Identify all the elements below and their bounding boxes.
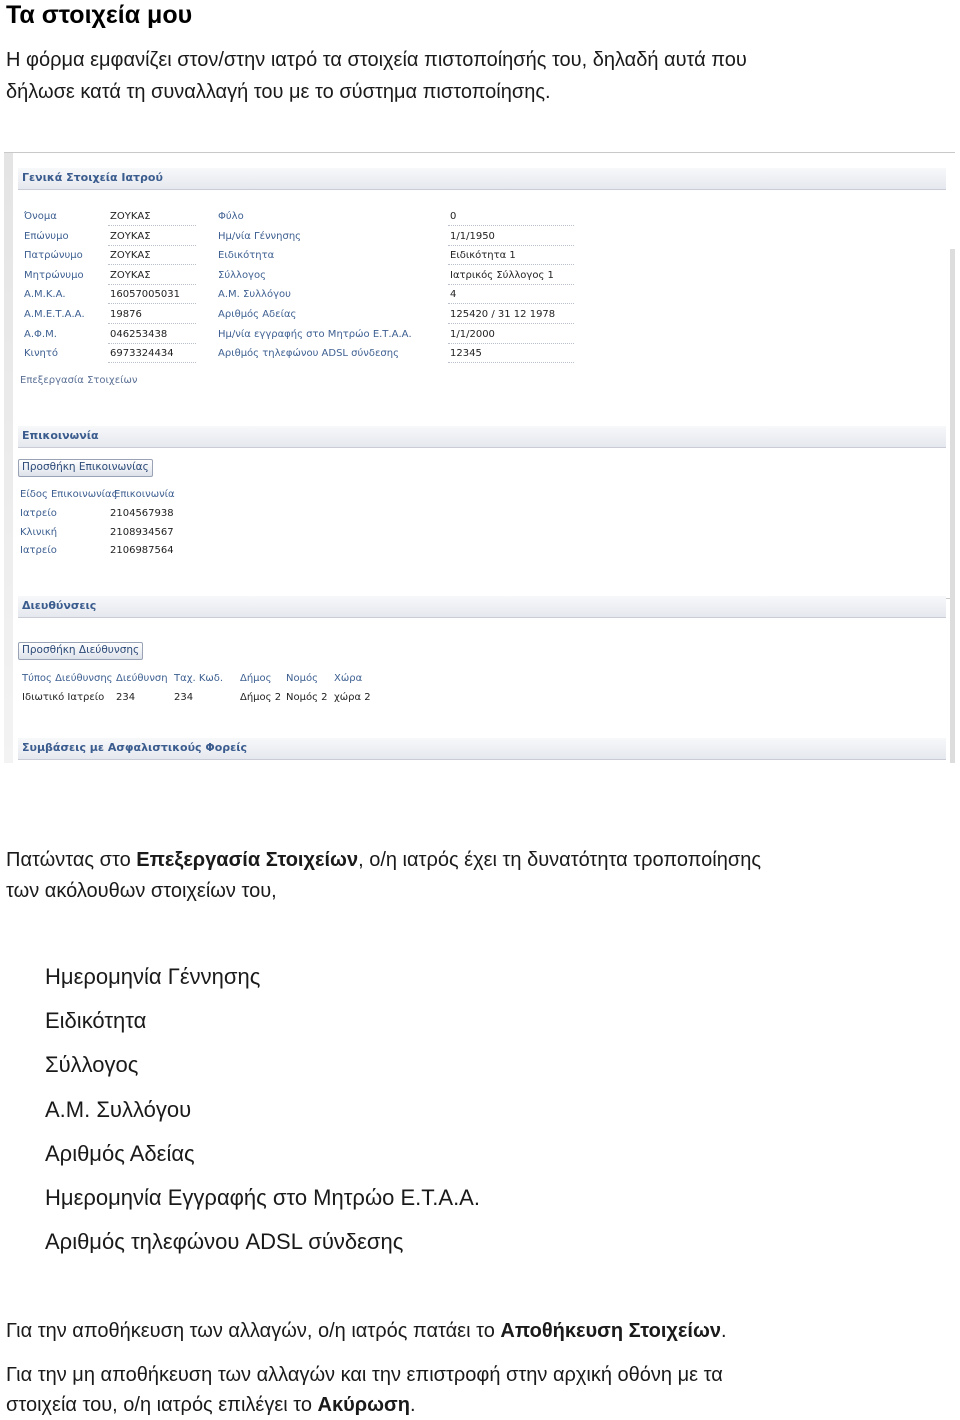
screenshot-left-border: [4, 153, 13, 763]
field-label: Α.Μ.Ε.Τ.Α.Α.: [24, 309, 85, 320]
add-contact-button[interactable]: Προσθήκη Επικοινωνίας: [18, 459, 153, 477]
list-item: Ημερομηνία Γέννησης: [45, 964, 261, 989]
contact-col-value: Επικοινωνία: [114, 489, 175, 500]
section-contact-header: [18, 426, 946, 448]
contact-type: Ιατρείο: [20, 508, 57, 519]
screenshot-right-border: [950, 249, 955, 763]
field-label: Φύλο: [218, 211, 244, 222]
section-general-title: Γενικά Στοιχεία Ιατρού: [22, 171, 163, 184]
form-screenshot: [4, 152, 955, 763]
field-underline: [108, 245, 196, 246]
field-label: Αριθμός τηλεφώνου ADSL σύνδεσης: [218, 348, 399, 360]
field-underline: [108, 225, 196, 226]
list-item: Αριθμός Αδείας: [45, 1140, 195, 1166]
contact-col-type: Είδος Επικοινωνίας: [20, 489, 118, 500]
address-cell: Νομός 2: [286, 692, 328, 703]
field-underline: [448, 264, 574, 265]
field-label: Α.Μ.Κ.Α.: [24, 289, 66, 301]
field-value: 19876: [110, 309, 142, 320]
field-value: Ειδικότητα 1: [450, 250, 516, 262]
save-paragraph: Για την αποθήκευση των αλλαγών, ο/η ιατρός πατάει το Αποθήκευση Στοιχείων.: [6, 1320, 727, 1342]
list-item: Σύλλογος: [45, 1052, 139, 1078]
list-item: Α.Μ. Συλλόγου: [45, 1096, 192, 1122]
contact-value: 2104567938: [110, 508, 174, 519]
field-value: 16057005031: [110, 289, 180, 301]
field-underline: [448, 343, 574, 344]
address-column-header: Ταχ. Κωδ.: [174, 673, 224, 684]
save-emphasis: Αποθήκευση Στοιχείων: [500, 1320, 721, 1342]
field-label: Ημ/νία εγγραφής στο Μητρώο Ε.Τ.Α.Α.: [218, 328, 412, 340]
field-value: 1/1/1950: [450, 230, 495, 242]
section-general-header: [18, 168, 946, 190]
field-value: 125420 / 31 12 1978: [450, 309, 556, 320]
field-label: Αριθμός Αδείας: [218, 309, 297, 320]
field-underline: [108, 323, 196, 324]
field-underline: [448, 284, 574, 285]
address-column-header: Δήμος: [240, 673, 272, 684]
address-column-header: Νομός: [286, 673, 318, 684]
field-value: 4: [450, 289, 457, 301]
field-label: Μητρώνυμο: [24, 269, 84, 281]
section-addresses-title: Διευθύνσεις: [22, 599, 97, 612]
field-label: Α.Μ. Συλλόγου: [218, 289, 291, 301]
contact-value: 2108934567: [110, 526, 174, 538]
field-value: ΖΟΥΚΑΣ: [110, 269, 151, 281]
contact-value: 2106987564: [110, 545, 174, 556]
contact-type: Ιατρείο: [20, 545, 57, 556]
address-column-header: Διεύθυνση: [116, 673, 168, 684]
address-column-header: Χώρα: [334, 673, 363, 684]
list-item: Αριθμός τηλεφώνου ADSL σύνδεσης: [45, 1229, 404, 1255]
address-column-header: Τύπος Διεύθυνσης: [22, 673, 113, 684]
section-addresses-header: [18, 596, 946, 618]
field-label: Σύλλογος: [218, 269, 266, 281]
field-underline: [108, 264, 196, 265]
field-underline: [448, 225, 574, 226]
field-underline: [108, 343, 196, 344]
edit-details-link[interactable]: Επεξεργασία Στοιχείων: [20, 375, 138, 386]
field-value: ΖΟΥΚΑΣ: [110, 211, 151, 222]
section-contracts-title: Συμβάσεις με Ασφαλιστικούς Φορείς: [22, 741, 248, 754]
field-label: Κινητό: [24, 348, 59, 360]
field-label: Επώνυμο: [24, 230, 69, 242]
contact-type: Κλινική: [20, 526, 58, 538]
field-label: Ημ/νία Γέννησης: [218, 230, 302, 242]
field-label: Πατρώνυμο: [24, 250, 83, 262]
field-label: Ειδικότητα: [218, 250, 275, 262]
field-value: ΖΟΥΚΑΣ: [110, 230, 151, 242]
field-value: 046253438: [110, 328, 168, 340]
field-underline: [108, 362, 196, 363]
field-value: 12345: [450, 348, 482, 360]
field-underline: [448, 245, 574, 246]
field-label: Α.Φ.Μ.: [24, 328, 57, 340]
field-label: Όνομα: [24, 211, 57, 222]
cancel-emphasis: Ακύρωση: [317, 1394, 410, 1416]
edit-paragraph: Πατώντας στο Επεξεργασία Στοιχείων, ο/η ιατρός έχει τη δυνατότητα τροποποίησης: [6, 849, 761, 871]
address-cell: 234: [116, 692, 136, 703]
field-underline: [108, 303, 196, 304]
list-item: Ημερομηνία Εγγραφής στο Μητρώο Ε.Τ.Α.Α.: [45, 1185, 480, 1210]
address-cell: Ιδιωτικό Ιατρείο: [22, 692, 105, 703]
field-underline: [108, 284, 196, 285]
address-cell: χώρα 2: [334, 692, 371, 703]
field-underline: [448, 303, 574, 304]
intro-line-2: δήλωσε κατά τη συναλλαγή του με το σύστημα πιστοποίησης.: [6, 81, 551, 103]
cancel-paragraph-line-2: στοιχεία του, ο/η ιατρός επιλέγει το Ακύρωση.: [6, 1394, 416, 1416]
edit-details-emphasis: Επεξεργασία Στοιχείων: [136, 849, 359, 871]
address-cell: 234: [174, 692, 194, 703]
field-underline: [448, 362, 574, 363]
intro-line-1: Η φόρμα εμφανίζει στον/στην ιατρό τα στοιχεία πιστοποίησής του, δηλαδή αυτά που: [6, 49, 747, 71]
list-item: Ειδικότητα: [45, 1008, 147, 1034]
field-underline: [448, 323, 574, 324]
section-contact-title: Επικοινωνία: [22, 429, 99, 442]
add-address-button[interactable]: Προσθήκη Διεύθυνσης: [18, 642, 143, 660]
field-value: 0: [450, 211, 457, 222]
address-cell: Δήμος 2: [240, 692, 282, 703]
cancel-paragraph-line-1: Για την μη αποθήκευση των αλλαγών και την επιστροφή στην αρχική οθόνη με τα: [6, 1364, 723, 1386]
page-title: Τα στοιχεία μου: [6, 1, 193, 29]
field-value: 1/1/2000: [450, 328, 495, 340]
field-value: Ιατρικός Σύλλογος 1: [450, 269, 554, 281]
field-value: ΖΟΥΚΑΣ: [110, 250, 151, 262]
section-contracts-header: [18, 738, 946, 760]
edit-paragraph-line-2: των ακόλουθων στοιχείων του,: [6, 880, 277, 902]
field-value: 6973324434: [110, 348, 174, 360]
